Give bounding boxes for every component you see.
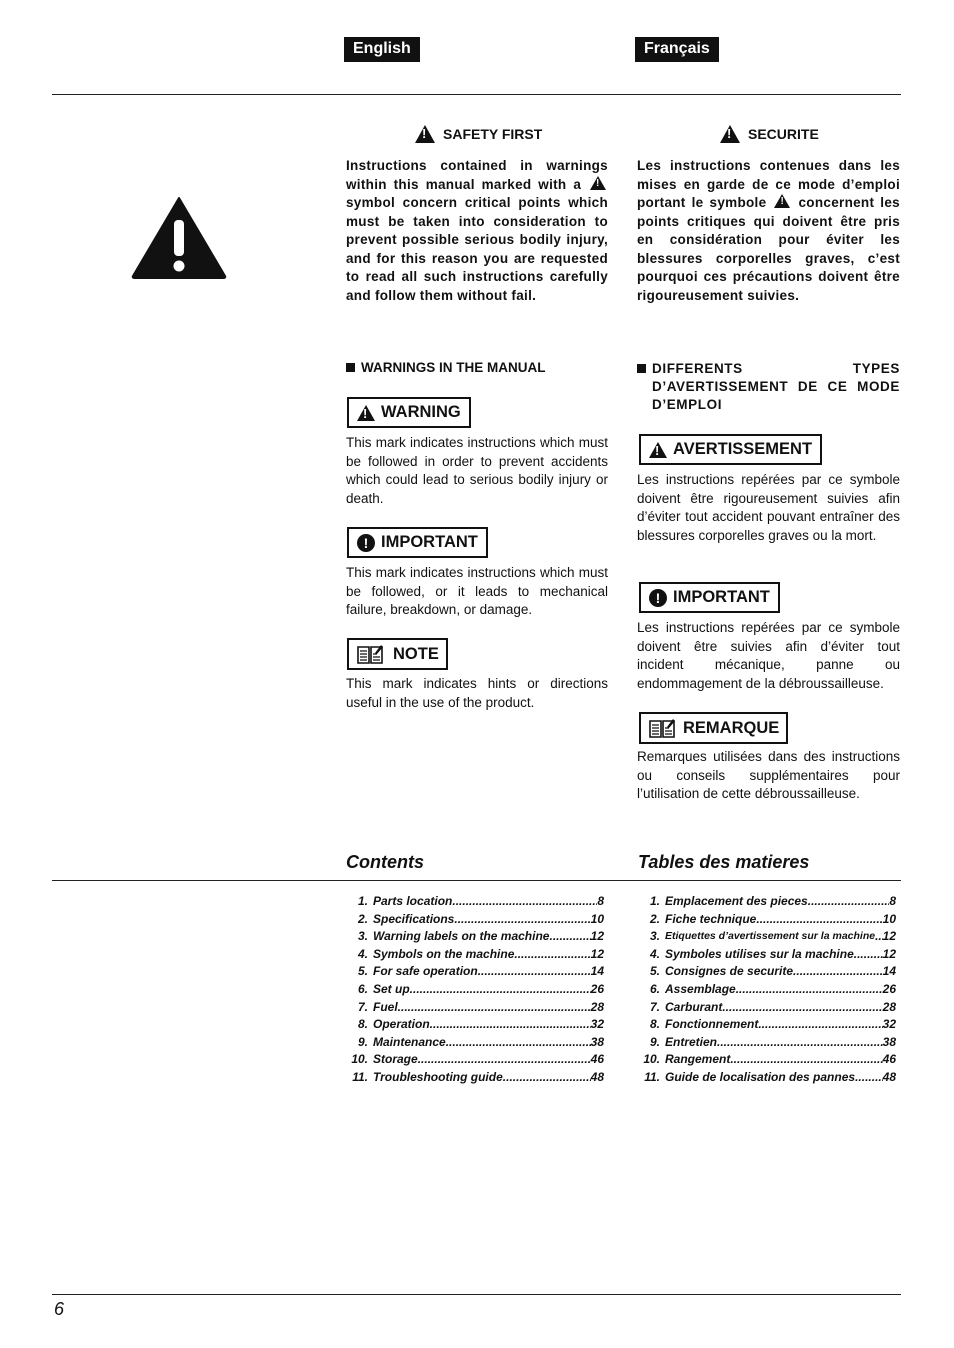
toc-leader-dots bbox=[503, 1069, 591, 1087]
toc-title: Warning labels on the machine bbox=[373, 929, 550, 944]
toc-row bbox=[638, 981, 896, 999]
toc-title: Storage bbox=[373, 1052, 418, 1067]
toc-number: 4. bbox=[649, 946, 660, 961]
toc-row bbox=[638, 1016, 896, 1034]
toc-leader-dots bbox=[854, 946, 883, 964]
tab-english: English bbox=[344, 37, 420, 62]
toc-row bbox=[346, 946, 604, 964]
toc-leader-dots bbox=[736, 981, 883, 999]
toc-page: 46 bbox=[590, 1052, 604, 1067]
toc-number: 3. bbox=[357, 929, 368, 944]
securite-title: SECURITE bbox=[748, 126, 819, 142]
toc-leader-dots bbox=[452, 893, 597, 911]
securite-paragraph: Les instructions contenues dans les mises en garde de ce mode d’emploi portant le symbole ! concernent les points critiques qui doivent être pris en considération pour éviter les blessures corporelles graves, c’est pourquoi ces précautions doivent être rigoureusement suivies. bbox=[637, 157, 900, 305]
toc-row bbox=[346, 928, 604, 946]
note-label-box: NOTE bbox=[347, 638, 448, 670]
warning-triangle-icon bbox=[131, 196, 227, 280]
important-fr-description: Les instructions repérées par ce symbole doivent être suivies afin d’éviter tout incident mécanique, panne ou endommagement de la débroussailleuse. bbox=[637, 620, 900, 691]
toc-row bbox=[346, 893, 604, 911]
safety-first-title: SAFETY FIRST bbox=[443, 126, 543, 142]
toc-row bbox=[346, 963, 604, 981]
toc-title: Entretien bbox=[665, 1034, 718, 1049]
toc-title: Emplacement des pieces bbox=[665, 894, 808, 908]
toc-number: 6. bbox=[649, 981, 660, 996]
toc-number: 10. bbox=[643, 1052, 660, 1067]
toc-page: 10 bbox=[882, 911, 896, 926]
toc-page: 10 bbox=[590, 911, 604, 926]
toc-title: Maintenance bbox=[373, 1034, 446, 1049]
toc-row bbox=[638, 963, 896, 981]
warning-triangle-icon bbox=[590, 176, 606, 190]
toc-title: Troubleshooting guide bbox=[373, 1069, 503, 1084]
toc-title: Rangement bbox=[665, 1052, 731, 1067]
toc-leader-dots bbox=[756, 911, 882, 929]
safety-first-paragraph: Instructions contained in warnings within this manual marked with a ! symbol concern critical points which must be taken into consideration to prevent possible serious bodily injury, and for this reason you are requested to read all such instructions carefully and follow them without fail. bbox=[346, 157, 608, 305]
warning-triangle-icon bbox=[649, 442, 667, 458]
exclamation-circle-icon: ! bbox=[649, 589, 667, 607]
toc-number: 5. bbox=[649, 964, 660, 979]
toc-number: 8. bbox=[357, 1017, 368, 1032]
toc-row bbox=[638, 1051, 896, 1069]
exclamation-circle-icon: ! bbox=[357, 534, 375, 552]
toc-title: For safe operation bbox=[373, 964, 478, 979]
avertissement-label-box: ! AVERTISSEMENT bbox=[639, 434, 822, 465]
avertissement-description: Les instructions repérées par ce symbole doivent être rigoureusement suivies afin d’éviter tout accident pouvant entraîner des blessures corporelles graves ou la mort. bbox=[637, 472, 900, 543]
toc-page: 48 bbox=[590, 1069, 604, 1084]
contents-divider bbox=[52, 880, 901, 881]
toc-number: 4. bbox=[357, 946, 368, 961]
toc-title: Fiche technique bbox=[665, 911, 757, 926]
toc-page: 26 bbox=[590, 981, 604, 996]
toc-row bbox=[346, 981, 604, 999]
toc-title: Parts location bbox=[373, 894, 453, 908]
toc-page: 12 bbox=[882, 946, 896, 961]
contents-title: Contents bbox=[346, 852, 424, 872]
remarque-label-box: REMARQUE bbox=[639, 712, 788, 744]
toc-row bbox=[638, 999, 896, 1017]
toc-title: Consignes de securite bbox=[665, 964, 794, 979]
toc-leader-dots bbox=[478, 963, 591, 981]
footer-divider bbox=[52, 1294, 901, 1295]
toc-leader-dots bbox=[855, 1069, 883, 1087]
toc-page: 14 bbox=[882, 964, 896, 979]
toc-number: 1. bbox=[649, 894, 660, 908]
toc-row bbox=[346, 911, 604, 929]
toc-row bbox=[638, 946, 896, 964]
warning-triangle-icon bbox=[415, 125, 435, 143]
toc-page: 28 bbox=[590, 999, 604, 1014]
toc-leader-dots bbox=[758, 1016, 882, 1034]
remarque-description: Remarques utilisées dans des instructions ou conseils supplémentaires pour l’utilisation de cette débroussailleuse. bbox=[637, 749, 900, 801]
toc-row bbox=[346, 1016, 604, 1034]
toc-row bbox=[346, 999, 604, 1017]
toc-title: Assemblage bbox=[665, 981, 736, 996]
toc-number: 10. bbox=[351, 1052, 368, 1067]
toc-number: 9. bbox=[357, 1034, 368, 1049]
toc-leader-dots bbox=[410, 981, 591, 999]
toc-row bbox=[638, 928, 896, 946]
toc-number: 2. bbox=[649, 911, 660, 926]
toc-page: 8 bbox=[889, 894, 896, 908]
important-description: This mark indicates instructions which must be followed, or it leads to mechanical failure, breakdown, or damage. bbox=[346, 565, 608, 617]
toc-title: Specifications bbox=[373, 911, 455, 926]
toc-title: Carburant bbox=[665, 999, 723, 1014]
toc-page: 28 bbox=[882, 999, 896, 1014]
toc-row bbox=[346, 1034, 604, 1052]
toc-row bbox=[638, 1034, 896, 1052]
toc-title: Symbols on the machine bbox=[373, 946, 515, 961]
toc-page: 38 bbox=[590, 1034, 604, 1049]
toc-page: 26 bbox=[882, 981, 896, 996]
tables-des-matieres-title: Tables des matieres bbox=[638, 852, 810, 872]
toc-title: Set up bbox=[373, 981, 410, 996]
toc-number: 9. bbox=[649, 1034, 660, 1049]
open-book-pencil-icon bbox=[649, 718, 675, 738]
toc-number: 11. bbox=[352, 1069, 368, 1084]
tab-french: Français bbox=[635, 37, 719, 62]
toc-title: Guide de localisation des pannes bbox=[665, 1069, 856, 1084]
open-book-pencil-icon bbox=[357, 644, 383, 664]
important-label-box: ! IMPORTANT bbox=[347, 527, 488, 558]
contents-list-en bbox=[346, 893, 604, 1087]
toc-title: Etiquettes d’avertissement sur la machine bbox=[665, 930, 876, 943]
toc-number: 8. bbox=[649, 1017, 660, 1032]
warning-label-box: ! WARNING bbox=[347, 397, 471, 428]
toc-number: 3. bbox=[649, 929, 660, 944]
toc-leader-dots bbox=[454, 911, 590, 929]
toc-leader-dots bbox=[875, 928, 883, 946]
toc-title: Fonctionnement bbox=[665, 1017, 759, 1032]
toc-page: 12 bbox=[590, 946, 604, 961]
securite-heading bbox=[720, 125, 819, 143]
toc-leader-dots bbox=[722, 999, 882, 1017]
toc-page: 48 bbox=[882, 1069, 896, 1084]
bullet-square-icon bbox=[637, 364, 646, 373]
toc-page: 12 bbox=[882, 929, 896, 944]
toc-page: 38 bbox=[882, 1034, 896, 1049]
warnings-in-manual-heading: WARNINGS IN THE MANUAL bbox=[346, 360, 608, 375]
toc-number: 11. bbox=[644, 1069, 660, 1084]
toc-row bbox=[638, 1069, 896, 1087]
warning-triangle-icon bbox=[774, 194, 790, 208]
bullet-square-icon bbox=[346, 363, 355, 372]
contents-list-fr bbox=[638, 893, 896, 1087]
toc-leader-dots bbox=[418, 1051, 591, 1069]
toc-leader-dots bbox=[808, 893, 890, 911]
top-divider bbox=[52, 94, 901, 95]
toc-number: 2. bbox=[357, 911, 368, 926]
toc-leader-dots bbox=[514, 946, 590, 964]
toc-row bbox=[346, 1051, 604, 1069]
toc-leader-dots bbox=[730, 1051, 882, 1069]
toc-number: 5. bbox=[357, 964, 368, 979]
toc-page: 32 bbox=[590, 1017, 604, 1032]
warning-triangle-icon bbox=[720, 125, 740, 143]
toc-row bbox=[638, 911, 896, 929]
toc-leader-dots bbox=[793, 963, 883, 981]
toc-leader-dots bbox=[398, 999, 591, 1017]
toc-row bbox=[638, 893, 896, 911]
toc-title: Symboles utilises sur la machine bbox=[665, 946, 854, 961]
toc-page: 12 bbox=[590, 929, 604, 944]
toc-leader-dots bbox=[549, 928, 590, 946]
page-number: 6 bbox=[54, 1299, 65, 1319]
safety-first-heading bbox=[415, 125, 542, 143]
toc-number: 7. bbox=[649, 999, 660, 1014]
differents-types-heading: DIFFERENTS TYPES D’AVERTISSEMENT DE CE MODE D’EMPLOI bbox=[637, 360, 900, 414]
toc-page: 14 bbox=[590, 964, 604, 979]
toc-number: 1. bbox=[357, 894, 368, 908]
toc-leader-dots bbox=[430, 1016, 591, 1034]
toc-title: Fuel bbox=[373, 999, 398, 1014]
toc-number: 6. bbox=[357, 981, 368, 996]
note-description: This mark indicates hints or directions useful in the use of the product. bbox=[346, 676, 608, 710]
toc-title: Operation bbox=[373, 1017, 430, 1032]
toc-page: 32 bbox=[882, 1017, 896, 1032]
toc-row bbox=[346, 1069, 604, 1087]
toc-page: 8 bbox=[597, 894, 604, 908]
toc-leader-dots bbox=[717, 1034, 883, 1052]
warning-description: This mark indicates instructions which must be followed in order to prevent accidents which could lead to serious bodily injury or death. bbox=[346, 435, 608, 506]
warning-triangle-icon bbox=[357, 405, 375, 421]
toc-page: 46 bbox=[882, 1052, 896, 1067]
toc-number: 7. bbox=[357, 999, 368, 1014]
toc-leader-dots bbox=[446, 1034, 591, 1052]
important-fr-label-box: ! IMPORTANT bbox=[639, 582, 780, 613]
